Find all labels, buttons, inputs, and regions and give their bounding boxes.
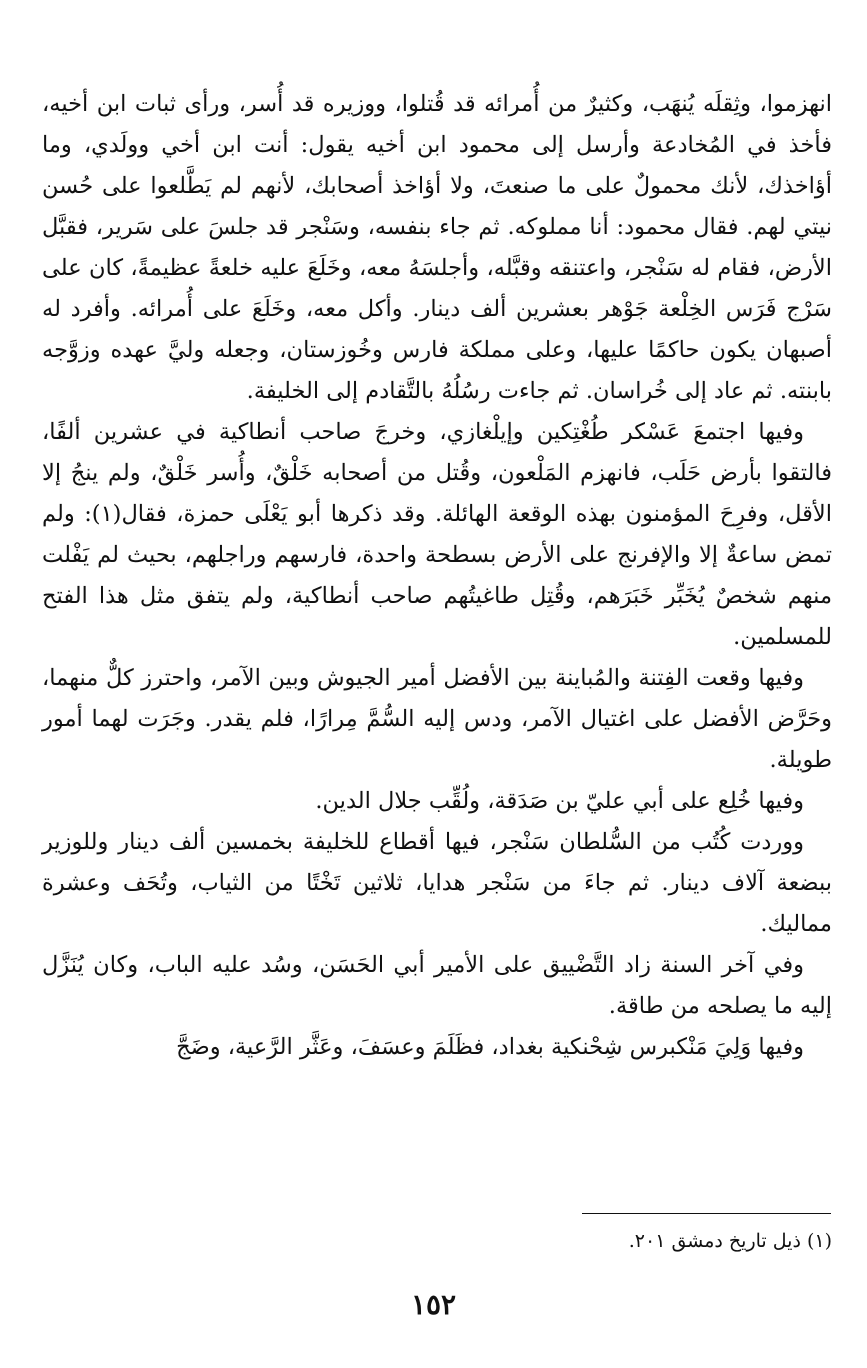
paragraph-4: وفيها خُلِع على أبي عليّ بن صَدَقة، ولُقِّب جلال الدين.	[315, 788, 804, 814]
paragraph-5: ووردت كُتُب من السُّلطان سَنْجر، فيها أقطاع للخليفة بخمسين ألف دينار وللوزير ببضعة آلاف دينار. ثم جاءَ من سَنْجر هدايا، ثلاثين تَخْتًا من الثياب، وتُحَف وعشرة مماليك.	[42, 829, 832, 937]
footnote-divider	[582, 1213, 831, 1214]
paragraph-6: وفي آخر السنة زاد التَّضْييق على الأمير أبي الحَسَن، وسُد عليه الباب، وكان يُنَزَّل إليه ما يصلحه من طاقة.	[42, 952, 832, 1019]
paragraph-2: وفيها اجتمعَ عَسْكر طُغْتِكين وإيلْغازي، وخرجَ صاحب أنطاكية في عشرين ألفًا، فالتقوا بأرض حَلَب، فانهزم المَلْعون، وقُتل من أصحابه خَلْقٌ، وأُسر خَلْقٌ، ولم ينجُ إلا الأقل، وفرِحَ المؤمنون بهذه الوقعة الهائلة. وقد ذكرها أبو يَعْلَى حمزة، فقال(١): ولم تمض ساعةٌ إلا والإفرنج على الأرض بسطحة واحدة، فارسهم وراجلهم، بحيث لم يَفْلت منهم شخصٌ يُخَبِّر خَبَرَهم، وقُتِل طاغيتُهم صاحب أنطاكية، ولم يتفق مثل هذا الفتح للمسلمين.	[42, 419, 832, 650]
page-number: ١٥٢	[410, 1288, 457, 1321]
paragraph-7: وفيها وَلِيَ مَنْكبرس شِحْنكية بغداد، فظَلَمَ وعسَفَ، وعَثَّر الرَّعية، وضَجَّ	[176, 1034, 804, 1060]
main-text-block	[42, 84, 832, 1068]
paragraph-1: انهزموا، وثِقلَه يُنهَب، وكثيرٌ من أُمرائه قد قُتلوا، ووزيره قد أُسر، ورأى ثبات ابن أخيه، فأخذ في المُخادعة وأرسل إلى محمود ابن أخيه يقول: أنت ابن أخي وولَدي، وما أؤاخذك، لأنك محمولٌ على ما صنعتَ، ولا أؤاخذ أصحابك، لأنهم لم يَطَّلعوا على حُسن نيتي لهم. فقال محمود: أنا مملوكه. ثم جاء بنفسه، وسَنْجر قد جلسَ على سَرير، فقبَّل الأرض، فقام له سَنْجر، واعتنقه وقبَّله، وأجلسَهُ معه، وخَلَعَ عليه خلعةً عظيمةً، كان على سَرْج فَرَس الخِلْعة جَوْهر بعشرين ألف دينار. وأكل معه، وخَلَعَ على أُمرائه. وأفرد له أصبهان يكون حاكمًا عليها، وعلى مملكة فارس وخُوزستان، وجعله وليَّ عهده وزوَّجه بابنته. ثم عاد إلى خُراسان. ثم جاءت رسُلُهُ بالتَّقادم إلى الخليفة.	[42, 91, 832, 404]
paragraph-3: وفيها وقعت الفِتنة والمُباينة بين الأفضل أمير الجيوش وبين الآمر، واحترز كلٌّ منهما، وحَرَّض الأفضل على اغتيال الآمر، ودس إليه السُّمَّ مِرارًا، فلم يقدر. وجَرَت لهما أمور طويلة.	[42, 665, 832, 773]
footnote: (١) ذيل تاريخ دمشق ٢٠١.	[628, 1230, 832, 1252]
